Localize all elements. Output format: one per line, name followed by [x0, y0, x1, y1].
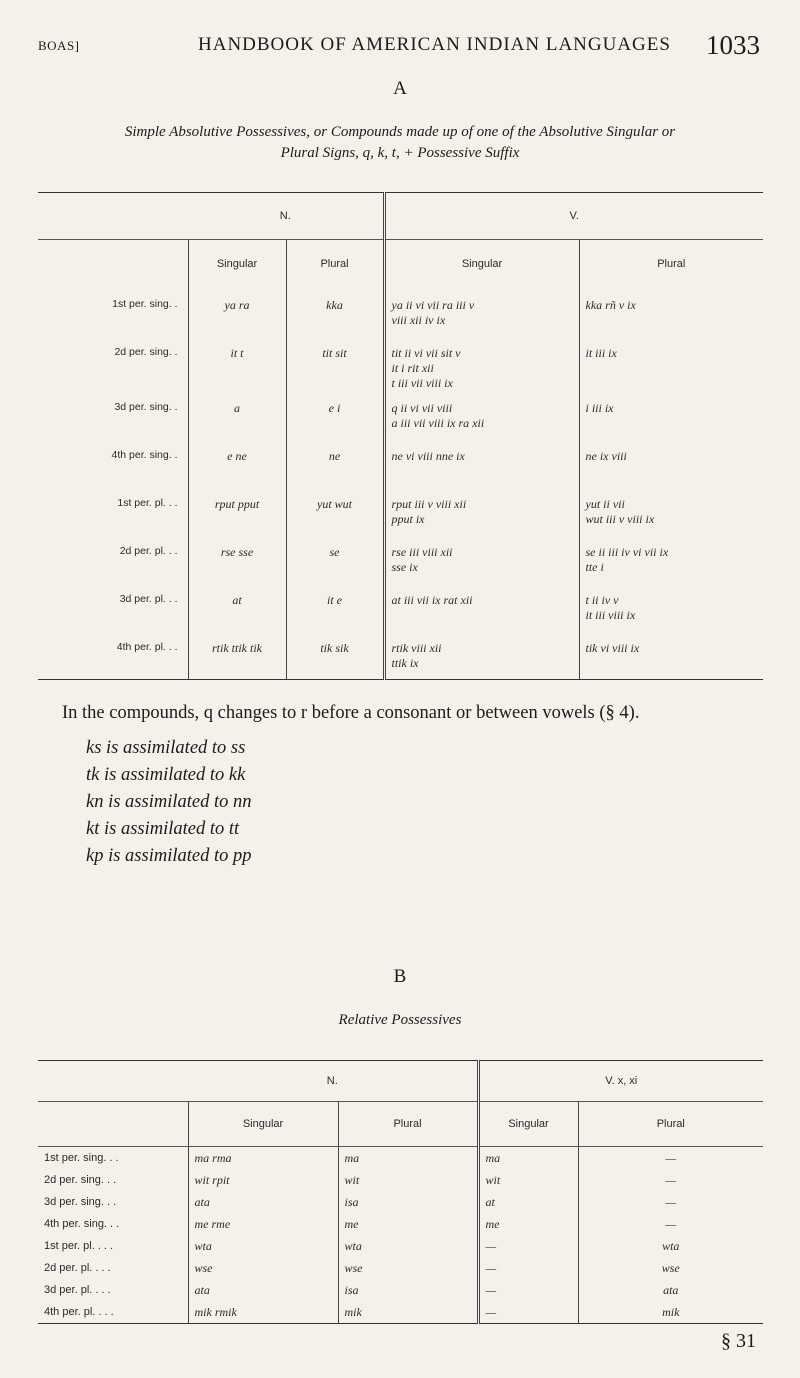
assimilation-rule: ks is assimilated to ss	[86, 738, 246, 758]
group-n-header: N.	[188, 193, 384, 240]
assimilation-rule: kn is assimilated to nn	[86, 792, 252, 812]
table-row	[38, 1169, 763, 1191]
v-plural-line: wut iii v viii ix	[585, 512, 655, 526]
v-singular-line: ne vi viii nne ix	[391, 449, 465, 463]
cell-n-plural: it e	[286, 583, 384, 631]
cell-n-singular: e ne	[188, 439, 286, 487]
cell-n-plural: kka	[286, 288, 384, 336]
cell-n-singular: ma rma	[188, 1147, 338, 1170]
row-label: 1st per. pl. . . .	[44, 1240, 114, 1252]
v-singular-line: ya ii vi vii ra iii v	[391, 298, 475, 312]
row-label: 3d per. sing. . .	[44, 1196, 117, 1208]
cell-n-singular: ata	[188, 1191, 338, 1213]
v-singular-line: rse iii viii xii	[391, 545, 453, 559]
v-plural-line: it iii ix	[585, 346, 617, 360]
cell-n-plural: ma	[338, 1147, 478, 1170]
v-singular-line: t iii vii viii ix	[391, 376, 453, 390]
table-row	[38, 631, 763, 680]
cell-n-plural: wit	[338, 1169, 478, 1191]
table-row	[38, 1279, 763, 1301]
table-row	[38, 535, 763, 583]
v-singular-line: viii xii iv ix	[391, 313, 446, 327]
v-singular-line: ttik ix	[391, 656, 419, 670]
v-plural-line: ne ix viii	[585, 449, 627, 463]
section-a-caption	[40, 122, 760, 164]
table-row	[38, 1257, 763, 1279]
row-label: 2d per. pl. . . .	[44, 1262, 111, 1274]
cell-v-plural: —	[578, 1147, 763, 1170]
assimilation-rule: kt is assimilated to tt	[86, 819, 240, 839]
v-plural-line: tte i	[585, 560, 604, 574]
section-b-caption: Relative Possessives	[338, 1012, 462, 1028]
row-label: 4th per. pl. . . .	[38, 1301, 188, 1324]
cell-n-singular: ata	[188, 1279, 338, 1301]
assimilation-notes	[38, 700, 760, 870]
cell-n-plural: mik	[338, 1301, 478, 1324]
cell-v-plural: —	[578, 1213, 763, 1235]
cell-n-singular: rse sse	[188, 535, 286, 583]
table-absolutive-possessives	[38, 192, 763, 680]
cell-n-singular: wta	[188, 1235, 338, 1257]
v-singular-line: pput ix	[391, 512, 425, 526]
cell-v-singular: —	[478, 1235, 578, 1257]
v-plural-line: yut ii vii	[585, 497, 625, 511]
cell-v-plural: wse	[578, 1257, 763, 1279]
cell-n-singular: a	[188, 391, 286, 439]
cell-v-plural: ata	[578, 1279, 763, 1301]
cell-v-singular: at	[478, 1191, 578, 1213]
cell-v-singular	[384, 439, 579, 487]
cell-n-singular: rput pput	[188, 487, 286, 535]
cell-n-singular: me rme	[188, 1213, 338, 1235]
cell-v-plural	[579, 487, 763, 535]
cell-n-plural: isa	[338, 1279, 478, 1301]
group-n-header-b: N.	[188, 1061, 478, 1102]
col-n-singular: Singular	[188, 240, 286, 289]
assimilation-rule: tk is assimilated to kk	[86, 765, 246, 785]
col-n-plural-b: Plural	[338, 1102, 478, 1147]
cell-v-plural	[579, 439, 763, 487]
v-singular-line: it i rit xii	[391, 361, 434, 375]
cell-n-plural: yut wut	[286, 487, 384, 535]
cell-n-singular: at	[188, 583, 286, 631]
cell-n-singular: mik rmik	[188, 1301, 338, 1324]
cell-v-singular	[384, 535, 579, 583]
table-relative-possessives	[38, 1060, 763, 1324]
cell-v-singular: —	[478, 1279, 578, 1301]
cell-n-plural: wta	[338, 1235, 478, 1257]
cell-v-plural	[579, 336, 763, 391]
row-label: 4th per. sing. .	[111, 449, 178, 461]
v-plural-line: tik vi viii ix	[585, 641, 640, 655]
v-plural-line: it iii viii ix	[585, 608, 636, 622]
cell-v-plural	[579, 583, 763, 631]
table-row	[38, 336, 763, 391]
v-singular-line: sse ix	[391, 560, 418, 574]
v-singular-line: tit ii vi vii sit v	[391, 346, 461, 360]
cell-v-singular	[384, 391, 579, 439]
cell-n-singular: wit rpit	[188, 1169, 338, 1191]
cell-v-plural: wta	[578, 1235, 763, 1257]
section-reference: § 31	[721, 1330, 756, 1352]
cell-v-singular: wit	[478, 1169, 578, 1191]
notes-paragraph: In the compounds, q changes to r before a consonant or between vowels (§ 4).	[62, 703, 640, 723]
row-label: 3d per. pl. . . .	[44, 1284, 111, 1296]
col-v-singular: Singular	[384, 240, 579, 289]
col-v-plural-b: Plural	[578, 1102, 763, 1147]
cell-n-plural: me	[338, 1213, 478, 1235]
cell-n-singular: rtik ttik tik	[188, 631, 286, 680]
v-plural-line: kka rñ v ix	[585, 298, 636, 312]
cell-n-singular: it t	[188, 336, 286, 391]
group-v-header-b: V. x, xi	[478, 1061, 763, 1102]
table-row	[38, 391, 763, 439]
table-row	[38, 1191, 763, 1213]
table-row	[38, 1213, 763, 1235]
section-a-caption-line2: Plural Signs, q, k, t, + Possessive Suffix	[280, 145, 520, 161]
row-label: 4th per. pl. . .	[38, 631, 188, 680]
cell-v-plural: —	[578, 1169, 763, 1191]
section-a-heading	[0, 78, 800, 100]
v-singular-line: at iii vii ix rat xii	[391, 593, 473, 607]
author-tag: BOAS]	[38, 38, 80, 53]
assimilation-rules	[38, 735, 760, 870]
running-header	[38, 30, 760, 68]
cell-v-plural	[579, 631, 763, 680]
col-n-plural: Plural	[286, 240, 384, 289]
table-row	[38, 288, 763, 336]
cell-n-plural: tik sik	[286, 631, 384, 680]
v-plural-line: i iii ix	[585, 401, 614, 415]
cell-n-singular: wse	[188, 1257, 338, 1279]
row-label: 1st per. sing. .	[112, 298, 178, 310]
cell-v-singular: —	[478, 1301, 578, 1324]
row-label: 1st per. pl. . .	[117, 497, 178, 509]
row-label: 2d per. sing. .	[114, 346, 178, 358]
row-label: 4th per. sing. . .	[44, 1218, 120, 1230]
section-a-letter: A	[393, 78, 407, 99]
row-label: 3d per. sing. .	[114, 401, 178, 413]
cell-v-singular: —	[478, 1257, 578, 1279]
cell-n-plural: wse	[338, 1257, 478, 1279]
cell-v-singular: ma	[478, 1147, 578, 1170]
section-a-caption-line1: Simple Absolutive Possessives, or Compounds made up of one of the Absolutive Singular or	[124, 124, 676, 140]
cell-v-singular	[384, 631, 579, 680]
cell-v-plural: mik	[578, 1301, 763, 1324]
cell-v-singular	[384, 288, 579, 336]
cell-v-plural	[579, 535, 763, 583]
v-plural-line: se ii iii iv vi vii ix	[585, 545, 669, 559]
cell-n-plural: se	[286, 535, 384, 583]
col-v-singular-b: Singular	[478, 1102, 578, 1147]
cell-v-singular: me	[478, 1213, 578, 1235]
cell-v-singular	[384, 487, 579, 535]
v-singular-line: rput iii v viii xii	[391, 497, 467, 511]
cell-v-plural	[579, 288, 763, 336]
book-title: HANDBOOK OF AMERICAN INDIAN LANGUAGES	[198, 34, 671, 55]
v-singular-line: q ii vi vii viii	[391, 401, 453, 415]
page-number: 1033	[706, 30, 760, 60]
cell-n-singular: ya ra	[188, 288, 286, 336]
assimilation-rule: kp is assimilated to pp	[86, 846, 252, 866]
v-plural-line: t ii iv v	[585, 593, 619, 607]
cell-v-plural	[579, 391, 763, 439]
section-b-heading	[0, 966, 800, 988]
cell-v-singular	[384, 583, 579, 631]
table-row	[38, 1147, 763, 1170]
table-row	[38, 439, 763, 487]
cell-n-plural: isa	[338, 1191, 478, 1213]
group-v-header: V.	[384, 193, 763, 240]
row-label: 2d per. pl. . .	[119, 545, 178, 557]
cell-v-singular	[384, 336, 579, 391]
col-v-plural: Plural	[579, 240, 763, 289]
table-row	[38, 583, 763, 631]
row-label: 3d per. pl. . .	[119, 593, 178, 605]
cell-v-plural: —	[578, 1191, 763, 1213]
row-label: 1st per. sing. . .	[44, 1152, 119, 1164]
cell-n-plural: tit sit	[286, 336, 384, 391]
cell-n-plural: e i	[286, 391, 384, 439]
section-b-letter: B	[393, 966, 407, 987]
row-label: 2d per. sing. . .	[44, 1174, 117, 1186]
table-row	[38, 1235, 763, 1257]
v-singular-line: a iii vii viii ix ra xii	[391, 416, 485, 430]
col-n-singular-b: Singular	[188, 1102, 338, 1147]
table-row	[38, 1301, 763, 1324]
table-row	[38, 487, 763, 535]
cell-n-plural: ne	[286, 439, 384, 487]
v-singular-line: rtik viii xii	[391, 641, 442, 655]
